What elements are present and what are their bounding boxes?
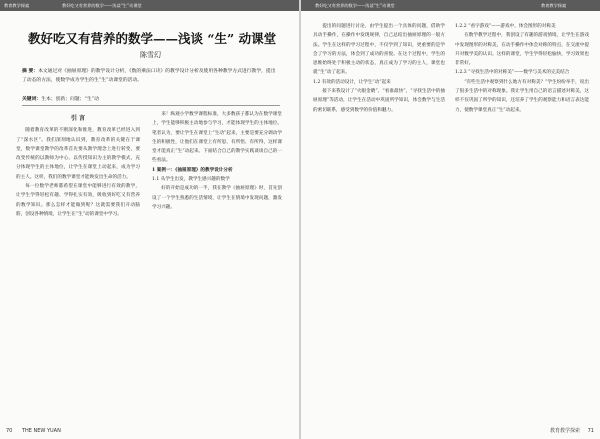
page-number-right: 71 [587, 428, 594, 434]
right-page [301, 0, 600, 439]
abstract [22, 67, 280, 85]
keywords-label: 关键词： [22, 96, 42, 102]
paragraph: 接下来我设计了“火眼金睛”、“看谁最快”、“寻找生活中的抽屉原理”等活动，让学生在活动中巩固所学知识，体会数学与生活的密切联系，感受到数学的价值和魅力。 [313, 89, 445, 113]
article-author: 陈雪幻 [140, 51, 161, 59]
right-header-article: 教好吃又有营养的数学——浅谈“生”动课堂 [315, 3, 395, 8]
footer-masthead: THE NEW YUAN [21, 428, 61, 434]
left-header-section: 教育教学探索 [4, 3, 30, 8]
abstract-text: 本文通过对《抽屉原理》的教学设计分析，《数的乘法口诀》的教学设计分析及使用各种教学方式进行教学，提出了动态的方法，使数学成为学生的生“生”动课堂的活动。 [22, 69, 276, 83]
intro-heading: 引 言 [70, 115, 86, 122]
left-column-2 [152, 110, 282, 415]
paragraph: 来！纵观小学数学课程标准，大多数孩子都认为在数学课堂上，学生能够积极主动地参与学习，才能体现学生的主体地位。笔者认为，要让学生在课堂上“生动”起来，主要是要充分调动学生的积极性，让他们在课堂上有所思、有所悟、有所得，这样课堂才能真正“生”动起来。下面结合自己的教学实践谈谈自己的一些看法。 [152, 112, 282, 164]
right-header-section: 教育教学探索 [541, 3, 567, 8]
page-number-left: 70 [6, 428, 13, 434]
left-column-1 [16, 110, 140, 415]
paragraph: 好的开始是成功的一半，我在教学《抽屉原理》时，首先创设了一个学生熟悉的生活情境，让学生在情境中发现问题，激发学习兴趣。 [152, 186, 282, 210]
paragraph: 提出的问题进行讨论，由学生提出一个具体的问题，借助学具动手操作，在操作中发现规律，自己总结出抽屉原理的一般方法。学生在这样的学习过程中，不仅学到了知识，更重要的是学会了学习的方法，体会到了成功的喜悦。在这个过程中，学生的思维始终处于积极主动的状态，真正成为了学习的主人，课堂也就“生”动了起来。 [313, 24, 445, 76]
divider [22, 105, 280, 106]
left-page-header [0, 0, 299, 11]
right-column-1 [313, 22, 445, 417]
paragraph: “有些生活中观察到什么地方有对称美？”学生纷纷举手，说出了很多生活中的对称现象。我让学生用自己的语言描述对称美，这样不仅巩固了所学的知识，还培养了学生的观察能力和语言表达能力，使数学课堂真正“生”动起来。 [455, 79, 589, 113]
footer-section: 教育教学探索 [550, 428, 581, 434]
paragraph: 随着教育改革的不断深化和推进，教育改革已经进入到了“深水区”。我们深刻地认识到，教育改革的关键在于课堂，数学课堂教学的改革首先要从教学理念上进行转变，要改变传统的以教师为中心、以传授知识为主的教学模式，充分体现学生的主体地位，让学生在课堂上动起来，成为学习的主人。这样，我们的数学课堂才能焕发出生命的活力。 [16, 128, 140, 180]
keywords-text: 生本；创新；问题；“生”动 [41, 97, 99, 102]
left-header-article: 教好吃又有营养的数学——浅谈“生”动课堂 [62, 3, 142, 8]
subsection-heading: 1.2 有效的活动设计，让学生“动”起来 [313, 79, 391, 85]
section-heading: 1 案例一：《抽屉原理》的教学设计分析 [152, 167, 233, 173]
abstract-label: 摘 要： [22, 68, 39, 74]
right-column-2 [455, 22, 589, 417]
subsection-heading: 1.1 从学生出发，教学生感兴趣的数学 [152, 177, 230, 183]
right-page-header [301, 0, 600, 11]
right-footer [550, 427, 594, 434]
subsection-heading: 1.2.3 “寻找生活中的对称美”——数学与美术的完美结合 [455, 70, 570, 76]
article-title: 教好吃又有营养的数学——浅谈 “生” 动课堂 [28, 31, 277, 46]
keywords [22, 95, 280, 102]
paragraph: 每一位数学老师都希望在课堂中能够进行有效的教学，让学生学得轻松有趣、学得扎实有效，吸收到好吃又有营养的数学知识。那么怎样才能做到呢？这就需要我们开动脑筋，创设各种情境，让学生在“生”动的课堂中学习。 [16, 184, 140, 217]
paragraph: 在数学教学过程中，我创设了有趣的游戏情境，让学生在游戏中发现图形的对称美，在动手操作中体会对称的特点，在交流中提升对数学美的认识。这样的课堂，学生学得轻松愉快，学习效果也非常好。 [455, 33, 589, 67]
subsection-heading: 1.2.2 “看字游戏”——游戏中，体会图形的对称美 [455, 24, 556, 29]
left-page [0, 0, 299, 439]
left-footer [6, 428, 61, 434]
